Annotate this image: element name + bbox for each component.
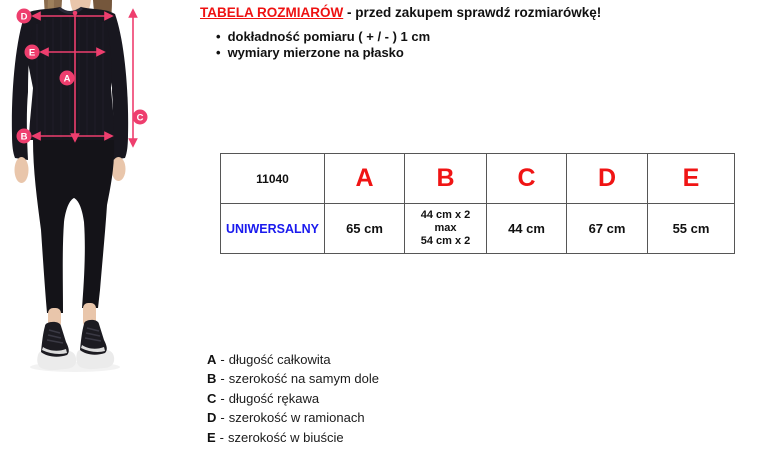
marker-letter-c: C bbox=[136, 112, 144, 124]
bullet-flat-measure: • wymiary mierzone na płasko bbox=[216, 45, 760, 61]
marker-letter-b: B bbox=[20, 131, 28, 143]
legend-sep: - bbox=[219, 429, 225, 445]
value-b-line-1: 44 cm x 2 bbox=[420, 209, 471, 221]
page-title-rest: - przed zakupem sprawdź rozmiarówkę! bbox=[343, 5, 602, 20]
bullet-accuracy: • dokładność pomiaru ( + / - ) 1 cm bbox=[216, 29, 760, 45]
legend-item-c bbox=[207, 389, 379, 408]
value-c-cell: 44 cm bbox=[487, 204, 567, 254]
column-header-e: E bbox=[648, 154, 735, 204]
legend-desc-b: szerokość na samym dole bbox=[228, 371, 380, 387]
column-header-c: C bbox=[487, 154, 567, 204]
measurement-marker-a bbox=[60, 71, 75, 86]
legend-letter-d: D bbox=[207, 410, 217, 426]
model-leggings bbox=[33, 140, 114, 313]
marker-letter-a: A bbox=[63, 73, 71, 85]
legend-letter-a: A bbox=[207, 352, 217, 367]
legend-item-b bbox=[207, 369, 379, 388]
legend-sep: - bbox=[220, 410, 225, 426]
measurement-marker-c bbox=[133, 110, 148, 125]
column-header-d: D bbox=[567, 154, 648, 204]
marker-letter-d: D bbox=[20, 11, 28, 23]
legend-letter-b: B bbox=[207, 371, 217, 387]
legend-item-e bbox=[207, 428, 379, 447]
legend-desc-d: szerokość w ramionach bbox=[228, 410, 365, 426]
size-table-header-row bbox=[221, 154, 735, 204]
column-header-b: B bbox=[405, 154, 487, 204]
marker-letter-e: E bbox=[28, 47, 36, 59]
value-e-cell: 55 cm bbox=[648, 204, 735, 254]
legend-desc-e: szerokość w biuście bbox=[228, 429, 344, 445]
page-title bbox=[200, 4, 760, 22]
column-header-a: A bbox=[325, 154, 405, 204]
measurement-legend bbox=[207, 350, 379, 447]
legend-item-d bbox=[207, 408, 379, 427]
size-name-cell: UNIWERSALNY bbox=[221, 204, 325, 254]
value-d-cell: 67 cm bbox=[567, 204, 648, 254]
legend-letter-c: C bbox=[207, 390, 217, 406]
size-table bbox=[220, 153, 735, 254]
legend-item-a bbox=[207, 350, 379, 369]
model-sneakers bbox=[30, 320, 120, 372]
legend-sep: - bbox=[220, 371, 225, 387]
measurement-marker-d bbox=[17, 9, 32, 24]
legend-desc-a: długość całkowita bbox=[228, 352, 331, 367]
value-a-cell: 65 cm bbox=[325, 204, 405, 254]
measurement-marker-e bbox=[25, 45, 40, 60]
legend-sep: - bbox=[220, 352, 225, 367]
model-code-cell: 11040 bbox=[221, 154, 325, 204]
model-photo bbox=[0, 0, 190, 375]
header bbox=[200, 4, 760, 60]
measurement-marker-b bbox=[17, 129, 32, 144]
header-bullets bbox=[216, 29, 760, 60]
page-title-highlight: TABELA ROZMIARÓW bbox=[200, 5, 344, 20]
value-b-line-3: 54 cm x 2 bbox=[420, 235, 471, 247]
value-b-cell bbox=[405, 204, 487, 254]
legend-desc-c: długość rękawa bbox=[228, 390, 320, 406]
value-b-line-2: max bbox=[434, 222, 457, 234]
legend-letter-e: E bbox=[207, 429, 216, 445]
legend-sep: - bbox=[220, 390, 225, 406]
measurement-line-c bbox=[130, 10, 137, 146]
size-table-data-row bbox=[221, 204, 735, 254]
